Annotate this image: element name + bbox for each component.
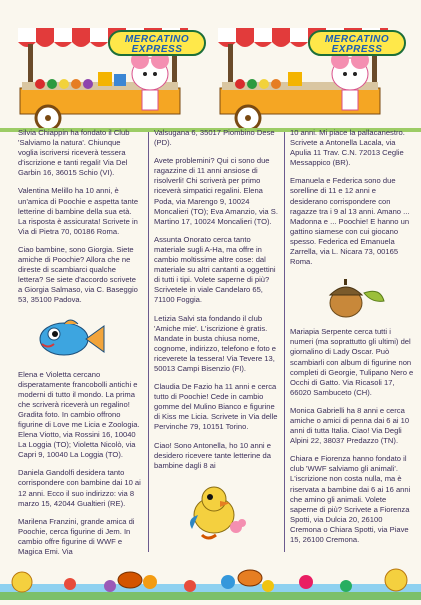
column-2 <box>154 128 278 543</box>
column-3 <box>290 128 414 553</box>
ad-item: Emanuela e Federica sono due sorelline di 11 e 12 anni e desiderano corrispondere con ragazze tra i 9 al 13 anni. Amano ... Madonna e ... Poochie! E hanno un gattino siamese con cui giocano spesso. Federica ed Emanuela Zarrella, via L. Nicara 73, 00165 Roma. <box>290 176 410 267</box>
ad-item: 10 anni. Mi piace la pallacanestro. Scrivete a Antonella Lacala, via Apulia 11 Trav. C.N. 72013 Ceglie Messappico (BR). <box>290 128 405 168</box>
ad-item: Letizia Salvi sta fondando il club 'Amiche mie'. L'iscrizione è gratis. Mandate in busta chiusa nome, cognome, indirizzo, telefono e foto e riceverete la tessera! Via Tevere 13, 50013 Campi Bisenzio (FI). <box>154 313 276 373</box>
ad-item: Daniela Gandolfi desidera tanto corrispondere con bambine dai 10 ai 12 anni. Ecco il suo indirizzo: via 8 marzo 15, 42044 Gualtieri (RE). <box>18 468 141 508</box>
header-illustration <box>0 0 421 140</box>
acorn-illustration <box>310 275 414 321</box>
ad-item: Ciao! Sono Antonella, ho 10 anni e desidero ricevere tante letterine da bambine dagli 8 ai <box>154 440 271 470</box>
ad-item: Elena e Violetta cercano disperatamente francobolli antichi e moderni di tutto il mondo. La prima che scriverà riceverà un regalino! Gradita foto. In cambio offrono figurine di Love me Licia e Zoologia. Elena Viotto, via Rossini 16, 10040 La Loggia (TO); Violetta Nicolò, via Capri 9, 10040 La Loggia (TO). <box>18 369 140 460</box>
ad-item: Avete problemini? Qui ci sono due ragazzine di 11 anni ansiose di risolverli! Chi scriverà per primo riceverà simpatici regalini. Elena Poda, via Marengo 9, 10024 Moncalieri (TO); Eva Amanzio, via S. Martino 17, 10024 Moncalieri (TO). <box>154 156 278 226</box>
ad-item: Assunta Onorato cerca tanto materiale sugli A-Ha, ma offre in cambio moltissime altre cose: dal materiale su altri cantanti a oggettini di tutti i tipi. Volete saperne di più? Scrivetele in viale Candelaro 65, 71100 Foggia. <box>154 234 276 305</box>
ad-item: Silvia Chiappin ha fondato il Club 'Salviamo la natura'. Chiunque voglia iscriversi riceverà tessera d'iscrizione e tanti regali! Via Del Garbin 16, 36015 Schio (VI). <box>18 128 130 178</box>
ad-item: Marilena Franzini, grande amica di Poochie, cerca figurine di Jem. In cambio offre figurine di WWF e Magica Emi. Via <box>18 516 135 556</box>
flowers-border-illustration <box>0 560 421 600</box>
ad-item: Mariapia Serpente cerca tutti i numeri (ma soprattutto gli ultimi) del giornalino di Lady Oscar. Può scambiarli con album di figurine non completi di Georgie, Tulipano Nero e Occhi di Gatto. Via Ricasoli 17, 66020 Sambuceto (CH). <box>290 327 414 397</box>
market-stall-illustration <box>0 0 421 140</box>
column-1 <box>18 128 142 565</box>
ad-item: Monica Gabrielli ha 8 anni e cerca amiche o amici di penna dai 6 ai 10 anni di tutta Italia. Ciao! Via Degli Alpini 22, 38037 Predazzo (TN). <box>290 405 410 446</box>
column-divider <box>284 132 285 552</box>
footer-decoration <box>0 560 421 600</box>
classified-columns <box>18 128 418 568</box>
ad-item: Chiara e Fiorenza hanno fondato il club 'WWF salviamo gli animali'. L'iscrizione non costa nulla, ma è riservata a bambine dai 6 ai 16 anni che amino gli animali. Volete saperne di più? Scrivete a Fiorenza Spotti, via Dulcia 20, 26100 Cremona o Chiara Spotti, via Piave 15, 26100 Cremona. <box>290 454 411 544</box>
banner-right: MERCATINO EXPRESS <box>308 30 406 56</box>
ad-item: Ciao bambine, sono Giorgia. Siete amiche di Poochie? Allora che ne direste di scambiarci qualche lettera? Se siete d'accordo scrivete a Giorgia Salmaso, via C. Baseggio 53, 35100 Padova. <box>18 244 138 305</box>
ad-item: Valentina Melillo ha 10 anni, è un'amica di Poochie e aspetta tante letterine di bambine della sua età. La risposta è assicurata! Scrivete in Via di Pietra 70, 00186 Roma. <box>18 186 139 236</box>
bird-illustration <box>174 479 278 543</box>
fish-illustration <box>28 314 142 364</box>
banner-left: MERCATINO EXPRESS <box>108 30 206 56</box>
ad-item: Valsugana 6, 35017 Piombino Dese (PD). <box>154 128 275 148</box>
column-divider <box>148 132 149 552</box>
ad-item: Claudia De Fazio ha 11 anni e cerca tutto di Poochie! Cede in cambio gomme del Mulino Bianco e figurine di Kiss me Licia. Scrivete in Via delle Pervinche 79, 10151 Torino. <box>154 382 278 432</box>
